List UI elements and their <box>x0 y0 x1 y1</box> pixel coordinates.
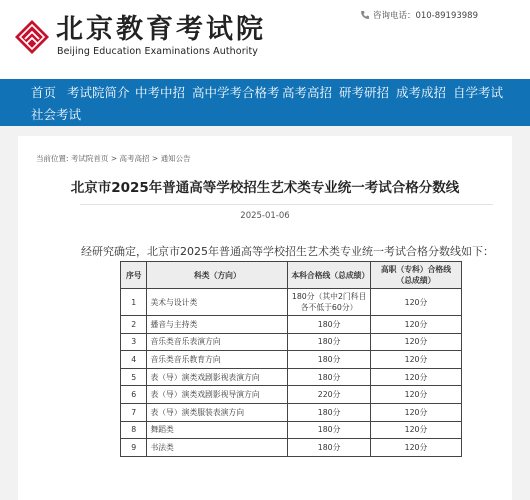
table-cell: 180分 <box>288 421 371 439</box>
table-row <box>121 421 462 439</box>
table-cell: 120分 <box>370 421 461 439</box>
title-divider <box>80 204 493 205</box>
header-vocational-line: 高职（专科）合格线（总成绩） <box>370 262 461 289</box>
nav-item-zikao[interactable]: 自学考试 <box>453 85 504 100</box>
article-intro: 经研究确定，北京市2025年普通高等学校招生艺术类专业统一考试合格分数线如下： <box>81 245 494 258</box>
table-cell: 120分 <box>370 403 461 421</box>
table-row <box>121 289 462 316</box>
table-row <box>121 351 462 369</box>
header-category: 科类（方向） <box>147 262 288 289</box>
table-cell: 2 <box>121 316 147 334</box>
table-cell: 120分 <box>370 333 461 351</box>
table-cell: 120分 <box>370 351 461 369</box>
table-cell: 180分 <box>288 316 371 334</box>
table-cell: 美术与设计类 <box>147 289 288 316</box>
table-cell: 播音与主持类 <box>147 316 288 334</box>
table-cell: 书法类 <box>147 439 288 457</box>
table-cell: 120分 <box>370 289 461 316</box>
table-cell: 8 <box>121 421 147 439</box>
table-cell: 音乐类音乐教育方向 <box>147 351 288 369</box>
table-cell: 5 <box>121 368 147 386</box>
breadcrumb-prefix: 当前位置: <box>36 154 69 163</box>
breadcrumb-link-home[interactable]: 考试院首页 <box>70 154 109 163</box>
breadcrumb-link-gaokao[interactable]: 高考高招 <box>119 154 150 163</box>
table-cell: 180分 <box>288 439 371 457</box>
nav-item-about[interactable]: 考试院简介 <box>67 85 130 100</box>
table-row <box>121 439 462 457</box>
nav-item-zhongkao[interactable]: 中考中招 <box>135 85 186 100</box>
logo-title[interactable]: 北京教育考试院 <box>56 14 266 45</box>
table-cell: 表（导）演类戏剧影视表演方向 <box>147 368 288 386</box>
table-cell: 180分 <box>288 368 371 386</box>
hotline <box>360 9 478 21</box>
table-cell: 120分 <box>370 368 461 386</box>
table-row <box>121 403 462 421</box>
table-row <box>121 368 462 386</box>
nav-item-xuekao[interactable]: 高中学考合格考 <box>192 85 280 100</box>
page-title: 北京市2025年普通高等学校招生艺术类专业统一考试合格分数线 <box>70 180 460 196</box>
table-cell: 180分 <box>288 351 371 369</box>
table-row <box>121 316 462 334</box>
table-header-row <box>121 262 462 289</box>
hotline-text: 咨询电话：010-89193989 <box>372 11 478 21</box>
nav-item-gaokao[interactable]: 高考高招 <box>282 85 333 100</box>
breadcrumb-separator: > <box>110 154 118 163</box>
table-cell: 120分 <box>370 316 461 334</box>
nav-item-chengkao[interactable]: 成考成招 <box>396 85 447 100</box>
table-cell: 6 <box>121 386 147 404</box>
table-row <box>121 386 462 404</box>
nav-item-yankao[interactable]: 研考研招 <box>339 85 390 100</box>
table-cell: 7 <box>121 403 147 421</box>
table-cell: 120分 <box>370 386 461 404</box>
table-cell: 3 <box>121 333 147 351</box>
table-cell: 音乐类音乐表演方向 <box>147 333 288 351</box>
logo-subtitle: Beijing Education Examinations Authority <box>57 46 258 57</box>
table-cell: 180分（其中2门科目各不低于60分） <box>288 289 371 316</box>
table-cell: 9 <box>121 439 147 457</box>
header-undergrad-line: 本科合格线（总成绩） <box>288 262 371 289</box>
table-cell: 表（导）演类服装表演方向 <box>147 403 288 421</box>
phone-icon <box>360 10 370 20</box>
table-cell: 180分 <box>288 403 371 421</box>
main-nav <box>0 79 530 126</box>
table-cell: 表（导）演类戏剧影视导演方向 <box>147 386 288 404</box>
article-panel <box>18 136 512 500</box>
nav-item-shehui[interactable]: 社会考试 <box>31 107 82 122</box>
breadcrumb <box>36 153 191 164</box>
table-row <box>121 333 462 351</box>
table-cell: 舞蹈类 <box>147 421 288 439</box>
logo-emblem-icon <box>14 19 50 55</box>
nav-item-home[interactable]: 首页 <box>31 85 57 100</box>
table-cell: 180分 <box>288 333 371 351</box>
table-cell: 1 <box>121 289 147 316</box>
table-cell: 4 <box>121 351 147 369</box>
publish-date: 2025-01-06 <box>240 211 290 221</box>
header-index: 序号 <box>121 262 147 289</box>
score-table <box>120 261 462 457</box>
breadcrumb-separator: > <box>151 154 159 163</box>
site-header <box>0 0 530 79</box>
table-cell: 120分 <box>370 439 461 457</box>
breadcrumb-link-notice[interactable]: 通知公告 <box>160 154 191 163</box>
table-cell: 220分 <box>288 386 371 404</box>
